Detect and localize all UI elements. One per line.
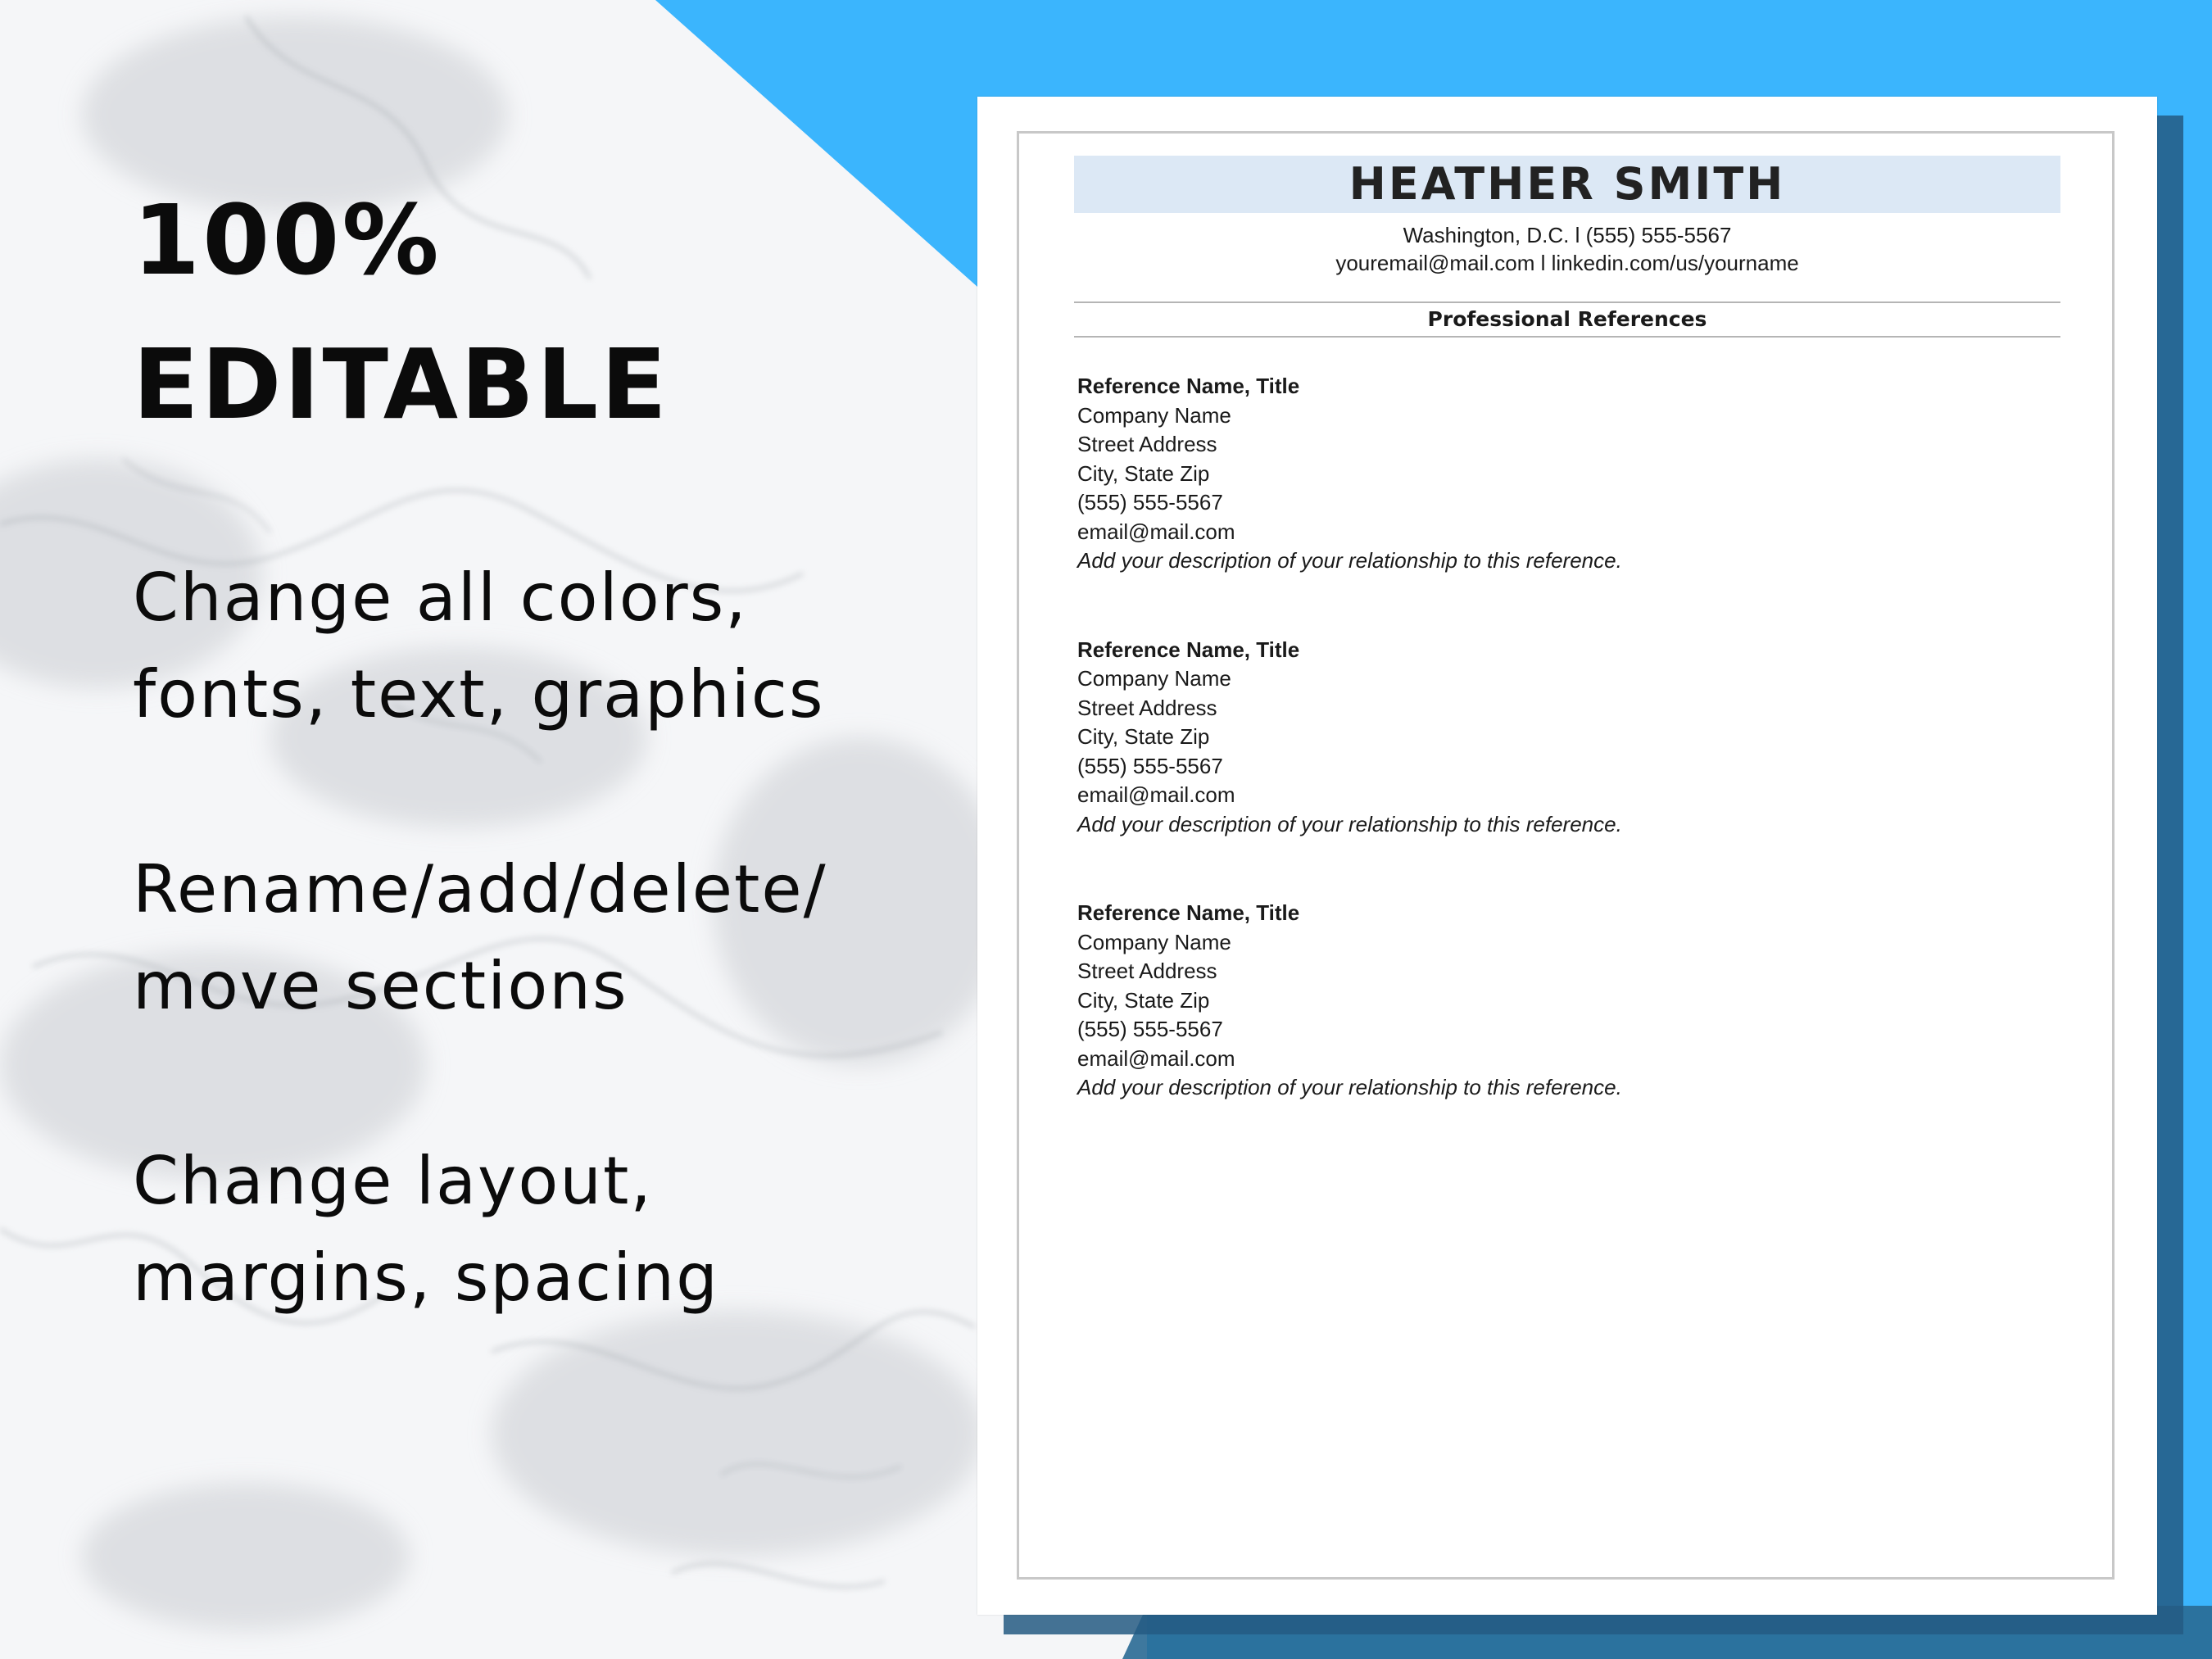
reference-city: City, State Zip: [1077, 724, 1210, 749]
reference-phone: (555) 555-5567: [1077, 753, 1223, 778]
promo-text-panel: [133, 168, 952, 1326]
headline-line-2: EDITABLE: [133, 328, 669, 441]
feature-line: margins, spacing: [133, 1240, 719, 1316]
contact-block: [1074, 221, 2060, 277]
reference-city: City, State Zip: [1077, 460, 1210, 486]
feature-layout: [133, 1133, 952, 1326]
reference-street: Street Address: [1077, 432, 1217, 456]
feature-line: Rename/add/delete/: [133, 851, 827, 927]
section-title: Professional References: [1427, 307, 1707, 331]
reference-description: Add your description of your relationship to this reference.: [1077, 811, 1622, 836]
reference-city: City, State Zip: [1077, 987, 1210, 1013]
reference-name-title: Reference Name, Title: [1077, 374, 1300, 398]
reference-phone: (555) 555-5567: [1077, 490, 1223, 514]
references-list: [1074, 372, 2060, 1103]
reference-entry: [1077, 636, 2060, 840]
feature-line: Change layout,: [133, 1143, 653, 1219]
reference-street: Street Address: [1077, 959, 1217, 983]
reference-name-title: Reference Name, Title: [1077, 900, 1300, 925]
reference-email: email@mail.com: [1077, 782, 1235, 807]
reference-description: Add your description of your relationship to this reference.: [1077, 548, 1622, 573]
reference-company: Company Name: [1077, 666, 1231, 691]
reference-street: Street Address: [1077, 695, 1217, 720]
reference-entry: [1077, 372, 2060, 576]
contact-line-location-phone: Washington, D.C. l (555) 555-5567: [1403, 223, 1732, 247]
resume-name: HEATHER SMITH: [1074, 156, 2060, 213]
reference-company: Company Name: [1077, 929, 1231, 954]
reference-entry: [1077, 899, 2060, 1103]
reference-description: Add your description of your relationship to this reference.: [1077, 1075, 1622, 1099]
headline: [133, 168, 952, 456]
contact-line-email-linkedin: youremail@mail.com l linkedin.com/us/yourname: [1335, 251, 1799, 275]
feature-colors-fonts: [133, 550, 952, 743]
reference-email: email@mail.com: [1077, 519, 1235, 544]
reference-phone: (555) 555-5567: [1077, 1017, 1223, 1041]
reference-company: Company Name: [1077, 402, 1231, 428]
headline-line-1: 100%: [133, 184, 442, 297]
reference-name-title: Reference Name, Title: [1077, 637, 1300, 662]
feature-sections: [133, 841, 952, 1035]
feature-line: move sections: [133, 948, 628, 1024]
resume-page-preview: [977, 97, 2157, 1615]
section-rule-bottom: [1074, 336, 2060, 338]
reference-email: email@mail.com: [1077, 1045, 1235, 1071]
resume-document: [1074, 156, 2060, 1103]
feature-line: fonts, text, graphics: [133, 656, 825, 732]
feature-line: Change all colors,: [133, 560, 748, 636]
